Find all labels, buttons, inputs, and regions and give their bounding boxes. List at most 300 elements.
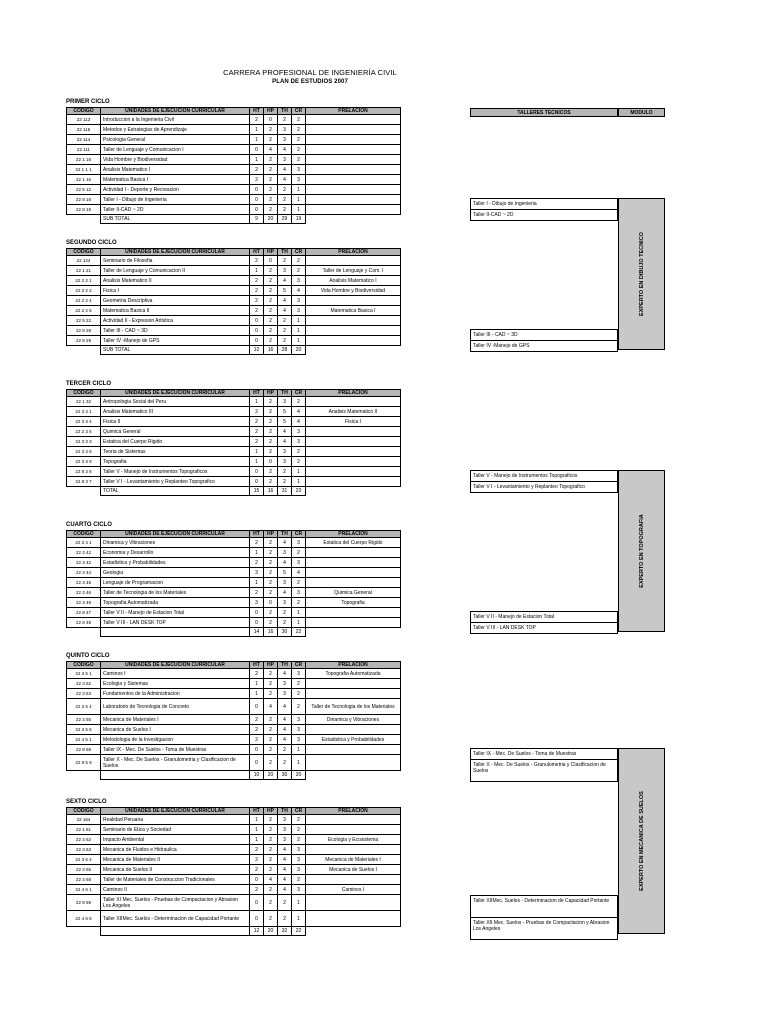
- cell-cr: 1: [292, 618, 306, 628]
- cell-ht: 3: [250, 598, 264, 608]
- header-unit: UNIDADES DE EJECUCION CURRICULAR: [101, 808, 250, 815]
- cell-hp: 2: [264, 135, 278, 145]
- total-ht: 12: [250, 927, 264, 936]
- table-row: [67, 875, 401, 885]
- cell-ht: 2: [250, 588, 264, 598]
- cell-cr: 2: [292, 256, 306, 266]
- cell-hp: 0: [264, 457, 278, 467]
- total-label: [101, 628, 250, 637]
- cell-code: 22 2 2 2: [67, 286, 101, 296]
- cell-name: Metodos y Estrategias de Aprendizaje: [101, 125, 250, 135]
- header-ht: HT: [250, 390, 264, 397]
- table-row: [67, 669, 401, 679]
- cell-name: Laboratorio de Tecnologia de Concreto: [101, 699, 250, 715]
- cell-hp: 2: [264, 735, 278, 745]
- table-row: [67, 689, 401, 699]
- workshop-group-2: [470, 329, 618, 352]
- workshop-group-6: [470, 895, 618, 940]
- header-th: TH: [278, 249, 292, 256]
- cell-code: 22 3 3 9: [67, 457, 101, 467]
- cell-pre: [306, 125, 401, 135]
- cell-name: Fundamentos de la Administracion: [101, 689, 250, 699]
- cell-th: 5: [278, 568, 292, 578]
- cell-name: Taller IX - Mec. De Suelos - Toma de Muestras: [101, 745, 250, 755]
- table-row: [67, 276, 401, 286]
- cell-hp: 2: [264, 477, 278, 487]
- total-spacer: [67, 215, 101, 224]
- cell-cr: 2: [292, 699, 306, 715]
- total-hp: 16: [264, 487, 278, 496]
- cell-th: 2: [278, 326, 292, 336]
- table-row: [67, 417, 401, 427]
- cell-hp: 2: [264, 467, 278, 477]
- cell-hp: 2: [264, 407, 278, 417]
- cell-cr: 2: [292, 548, 306, 558]
- header-ht: HT: [250, 808, 264, 815]
- cell-cr: 3: [292, 865, 306, 875]
- cell-pre: [306, 845, 401, 855]
- cell-code: 22 113: [67, 115, 101, 125]
- cell-th: 3: [278, 835, 292, 845]
- header-code: CODIGO: [67, 662, 101, 669]
- cell-pre: [306, 548, 401, 558]
- cell-pre: Taller de Lenguaje y Com. I: [306, 266, 401, 276]
- cell-code: 22 3 5 1: [67, 669, 101, 679]
- cell-name: Geologia: [101, 568, 250, 578]
- cell-pre: [306, 755, 401, 771]
- cell-cr: 3: [292, 715, 306, 725]
- cell-pre: Ecologia y Ecosistema: [306, 835, 401, 845]
- cell-th: 2: [278, 745, 292, 755]
- header-ht: HT: [250, 249, 264, 256]
- cell-th: 4: [278, 427, 292, 437]
- cell-th: 5: [278, 417, 292, 427]
- cell-code: 22 1 1 1: [67, 165, 101, 175]
- cycle-6: [66, 798, 486, 936]
- cell-code: 22 1 32: [67, 397, 101, 407]
- cell-pre: [306, 296, 401, 306]
- total-cr: 20: [292, 771, 306, 780]
- cell-th: 4: [278, 669, 292, 679]
- cell-code: 22 3 53: [67, 689, 101, 699]
- cell-pre: [306, 195, 401, 205]
- table-row: [67, 538, 401, 548]
- cell-name: Actividad II - Expresion Artistica: [101, 316, 250, 326]
- total-hp: 20: [264, 771, 278, 780]
- cell-name: Taller V II - Manejo de Estacion Total: [101, 608, 250, 618]
- cell-code: 22 3 55: [67, 715, 101, 725]
- cell-cr: 2: [292, 689, 306, 699]
- header-prelacion: PRELACION: [306, 390, 401, 397]
- cell-name: Taller XIIMec. Suelos - Determinacion de Capacidad Portante: [101, 911, 250, 927]
- cell-name: Taller II-CAD ~ 2D: [101, 205, 250, 215]
- cell-code: 22 3 63: [67, 845, 101, 855]
- total-spacer: [306, 927, 401, 936]
- cell-pre: Mecanica de Materiales I: [306, 855, 401, 865]
- cell-hp: 2: [264, 125, 278, 135]
- table-header-row: [67, 662, 401, 669]
- total-row: [67, 771, 401, 780]
- total-ht: 15: [250, 487, 264, 496]
- cell-th: 5: [278, 286, 292, 296]
- cell-name: Actividad I - Deporte y Recreacion: [101, 185, 250, 195]
- workshop-item: Taller IV -Manejo de GPS: [473, 343, 530, 349]
- cell-ht: 2: [250, 845, 264, 855]
- table-row: [67, 467, 401, 477]
- cell-cr: 3: [292, 558, 306, 568]
- cell-cr: 1: [292, 195, 306, 205]
- total-th: 29: [278, 215, 292, 224]
- cell-cr: 1: [292, 185, 306, 195]
- total-cr: 19: [292, 215, 306, 224]
- total-label: [101, 927, 250, 936]
- cell-pre: [306, 135, 401, 145]
- cell-hp: 4: [264, 145, 278, 155]
- cell-pre: [306, 397, 401, 407]
- cell-ht: 0: [250, 477, 264, 487]
- cell-hp: 4: [264, 875, 278, 885]
- cell-code: 22 115: [67, 125, 101, 135]
- cell-ht: 2: [250, 725, 264, 735]
- total-hp: 16: [264, 346, 278, 355]
- cell-name: Taller de Tecnologia de los Materiales: [101, 588, 250, 598]
- table-row: [67, 155, 401, 165]
- cell-hp: 2: [264, 578, 278, 588]
- cell-code: 22 4 6 1: [67, 885, 101, 895]
- cell-ht: 2: [250, 855, 264, 865]
- cell-cr: 2: [292, 578, 306, 588]
- cell-hp: 2: [264, 608, 278, 618]
- cell-cr: 1: [292, 755, 306, 771]
- cell-hp: 2: [264, 835, 278, 845]
- cell-code: 22 3 3 3: [67, 437, 101, 447]
- cell-hp: 2: [264, 286, 278, 296]
- total-th: 30: [278, 771, 292, 780]
- cell-cr: 4: [292, 407, 306, 417]
- table-row: [67, 568, 401, 578]
- cell-th: 2: [278, 895, 292, 911]
- workshop-item: Taller V - Manejo de Instrumentos Topograficos: [471, 471, 617, 482]
- cell-ht: 2: [250, 407, 264, 417]
- cell-name: Estadistica y Probabilidades: [101, 558, 250, 568]
- cell-th: 2: [278, 115, 292, 125]
- cell-hp: 2: [264, 437, 278, 447]
- cell-pre: [306, 467, 401, 477]
- cell-ht: 2: [250, 296, 264, 306]
- workshop-group-1: [470, 198, 618, 221]
- cell-pre: [306, 558, 401, 568]
- table-row: [67, 336, 401, 346]
- header-hp: HP: [264, 531, 278, 538]
- cell-pre: [306, 145, 401, 155]
- cell-pre: [306, 911, 401, 927]
- cell-name: Analisis Matematico II: [101, 276, 250, 286]
- cell-code: 22 3 42: [67, 548, 101, 558]
- course-table: [66, 807, 401, 936]
- workshop-item: Taller V I - Levantamiento y Replanteo Topografico: [473, 484, 585, 490]
- table-row: [67, 457, 401, 467]
- header-th: TH: [278, 108, 292, 115]
- cell-name: Realidad Peruana: [101, 815, 250, 825]
- cell-pre: [306, 618, 401, 628]
- course-table: [66, 107, 401, 224]
- cell-cr: 2: [292, 125, 306, 135]
- cell-ht: 2: [250, 885, 264, 895]
- cell-hp: 2: [264, 276, 278, 286]
- cell-pre: Matematica Basica I: [306, 306, 401, 316]
- cell-code: 22 124: [67, 256, 101, 266]
- header-cr: CR: [292, 662, 306, 669]
- cell-code: 22 8 3 7: [67, 477, 101, 487]
- cell-code: 22 3 52: [67, 679, 101, 689]
- cell-name: Taller de Lenguaje y Comunicacion I: [101, 145, 250, 155]
- table-row: [67, 679, 401, 689]
- header-code: CODIGO: [67, 531, 101, 538]
- cell-name: Matematica Basica I: [101, 175, 250, 185]
- cell-hp: 2: [264, 911, 278, 927]
- cell-name: Mecanica de Materiales II: [101, 855, 250, 865]
- cell-cr: 1: [292, 911, 306, 927]
- table-row: [67, 825, 401, 835]
- cell-th: 2: [278, 185, 292, 195]
- cycle-1: [66, 98, 486, 224]
- cell-cr: 3: [292, 165, 306, 175]
- cycle-5: [66, 652, 486, 780]
- course-table: [66, 248, 401, 355]
- cell-code: 22 4 6 8: [67, 911, 101, 927]
- doc-subtitle: PLAN DE ESTUDIOS 2007: [272, 79, 348, 85]
- table-row: [67, 135, 401, 145]
- cell-th: 2: [278, 256, 292, 266]
- cell-ht: 0: [250, 316, 264, 326]
- header-code: CODIGO: [67, 808, 101, 815]
- cell-pre: [306, 437, 401, 447]
- cell-hp: 2: [264, 548, 278, 558]
- table-row: [67, 755, 401, 771]
- cell-code: 22 114: [67, 135, 101, 145]
- cell-hp: 2: [264, 679, 278, 689]
- cell-pre: Topografia Automatizada: [306, 669, 401, 679]
- total-hp: 16: [264, 628, 278, 637]
- cell-code: 22 8 47: [67, 608, 101, 618]
- header-th: TH: [278, 390, 292, 397]
- workshop-item: Taller IX - Mec. De Suelos - Toma de Muestras: [471, 749, 617, 760]
- cell-ht: 2: [250, 276, 264, 286]
- cell-name: Introduccion a la Ingenieria Civil: [101, 115, 250, 125]
- cycle-label: QUINTO CICLO: [66, 653, 110, 659]
- cell-th: 3: [278, 447, 292, 457]
- cell-name: Fisica I: [101, 286, 250, 296]
- cell-hp: 2: [264, 845, 278, 855]
- module-mecanica-suelos: [618, 748, 665, 934]
- cell-th: 5: [278, 407, 292, 417]
- workshop-item: Taller X - Mec. De Suelos - Granulometria y Clasificacion de Suelos: [473, 762, 606, 774]
- cell-th: 4: [278, 558, 292, 568]
- workshop-item: Taller I - Dibujo de Ingenieria: [471, 199, 617, 210]
- cell-pre: [306, 155, 401, 165]
- cell-pre: [306, 175, 401, 185]
- cycle-label: SEXTO CICLO: [66, 799, 107, 805]
- cell-name: Caminos II: [101, 885, 250, 895]
- cell-name: Topografia Automatizada: [101, 598, 250, 608]
- table-row: [67, 548, 401, 558]
- cell-pre: [306, 165, 401, 175]
- cell-ht: 2: [250, 538, 264, 548]
- table-row: [67, 165, 401, 175]
- cell-th: 4: [278, 165, 292, 175]
- header-unit: UNIDADES DE EJECUCION CURRICULAR: [101, 108, 250, 115]
- cell-pre: Taller de Tecnologia de los Materiales: [306, 699, 401, 715]
- cell-hp: 2: [264, 417, 278, 427]
- cycle-label: SEGUNDO CICLO: [66, 240, 117, 246]
- workshop-item: Taller XII Mec. Suelos - Pruebas de Compactacion y Abrasion Los Angeles: [473, 920, 610, 932]
- cell-code: 22 3 6 4: [67, 855, 101, 865]
- total-spacer: [306, 771, 401, 780]
- module-topografia: [618, 470, 665, 632]
- cell-hp: 2: [264, 266, 278, 276]
- cell-ht: 0: [250, 185, 264, 195]
- cell-pre: Estadistica y Probabilidades: [306, 735, 401, 745]
- cell-ht: 0: [250, 745, 264, 755]
- cell-th: 4: [278, 735, 292, 745]
- cycle-3: [66, 380, 486, 496]
- table-row: [67, 865, 401, 875]
- cell-th: 2: [278, 467, 292, 477]
- table-header-row: [67, 390, 401, 397]
- cell-name: Geometria Descriptiva: [101, 296, 250, 306]
- cell-th: 3: [278, 679, 292, 689]
- cell-pre: [306, 608, 401, 618]
- cell-pre: [306, 336, 401, 346]
- cell-hp: 2: [264, 865, 278, 875]
- cell-pre: [306, 745, 401, 755]
- table-row: [67, 895, 401, 911]
- total-cr: 22: [292, 927, 306, 936]
- table-row: [67, 911, 401, 927]
- cell-hp: 2: [264, 568, 278, 578]
- table-row: [67, 745, 401, 755]
- cell-cr: 2: [292, 875, 306, 885]
- header-ht: HT: [250, 108, 264, 115]
- cell-code: 22 3 45: [67, 578, 101, 588]
- cell-cr: 3: [292, 276, 306, 286]
- cell-ht: 2: [250, 865, 264, 875]
- cell-code: 22 5 22: [67, 316, 101, 326]
- cell-th: 4: [278, 538, 292, 548]
- total-label: [101, 771, 250, 780]
- table-row: [67, 266, 401, 276]
- cell-pre: Vida Hombre y Biodiversidad: [306, 286, 401, 296]
- header-code: CODIGO: [67, 390, 101, 397]
- cell-name: Analisis Matematico I: [101, 165, 250, 175]
- table-row: [67, 115, 401, 125]
- table-row: [67, 735, 401, 745]
- cell-ht: 0: [250, 195, 264, 205]
- total-spacer: [306, 628, 401, 637]
- cell-code: 22 3 44: [67, 568, 101, 578]
- cell-hp: 2: [264, 755, 278, 771]
- header-hp: HP: [264, 390, 278, 397]
- cell-ht: 0: [250, 895, 264, 911]
- cell-th: 2: [278, 608, 292, 618]
- cell-pre: [306, 815, 401, 825]
- cell-pre: [306, 875, 401, 885]
- cell-th: 2: [278, 195, 292, 205]
- cell-name: Mecanica de Suelos II: [101, 865, 250, 875]
- header-cr: CR: [292, 531, 306, 538]
- header-th: TH: [278, 531, 292, 538]
- cell-hp: 2: [264, 427, 278, 437]
- cell-pre: [306, 447, 401, 457]
- table-row: [67, 175, 401, 185]
- cell-cr: 3: [292, 296, 306, 306]
- table-row: [67, 725, 401, 735]
- cell-name: Analisis Matematico III: [101, 407, 250, 417]
- total-cr: 23: [292, 487, 306, 496]
- cell-pre: Estatica del Cuerpo Rigido: [306, 538, 401, 548]
- cell-pre: Analisis Matematico II: [306, 407, 401, 417]
- cell-cr: 3: [292, 735, 306, 745]
- cell-th: 3: [278, 598, 292, 608]
- table-row: [67, 326, 401, 336]
- cell-hp: 2: [264, 745, 278, 755]
- cell-th: 2: [278, 205, 292, 215]
- cell-cr: 3: [292, 588, 306, 598]
- module-label: EXPERTO EN MECANICA DE SUELOS: [638, 791, 645, 891]
- cell-cr: 2: [292, 266, 306, 276]
- cell-cr: 4: [292, 568, 306, 578]
- total-hp: 20: [264, 215, 278, 224]
- cell-th: 3: [278, 825, 292, 835]
- cell-th: 4: [278, 437, 292, 447]
- table-row: [67, 558, 401, 568]
- table-row: [67, 618, 401, 628]
- cell-hp: 2: [264, 336, 278, 346]
- cell-cr: 1: [292, 895, 306, 911]
- cell-cr: 3: [292, 669, 306, 679]
- cell-th: 4: [278, 875, 292, 885]
- cell-name: Mecanica de Suelos I: [101, 725, 250, 735]
- table-row: [67, 205, 401, 215]
- cell-cr: 3: [292, 725, 306, 735]
- cell-ht: 0: [250, 875, 264, 885]
- header-cr: CR: [292, 390, 306, 397]
- table-row: [67, 477, 401, 487]
- cell-cr: 1: [292, 205, 306, 215]
- table-row: [67, 427, 401, 437]
- cell-th: 3: [278, 135, 292, 145]
- table-row: [67, 815, 401, 825]
- cell-ht: 1: [250, 689, 264, 699]
- cell-code: 22 2 3 5: [67, 427, 101, 437]
- cell-code: 22 8 28: [67, 326, 101, 336]
- cell-hp: 2: [264, 447, 278, 457]
- cell-name: Psicologia General: [101, 135, 250, 145]
- cell-code: 22 8 29: [67, 336, 101, 346]
- cell-name: Mecanica de Fluidos e Hidraulica: [101, 845, 250, 855]
- cell-hp: 2: [264, 895, 278, 911]
- table-row: [67, 437, 401, 447]
- cell-code: 22 5 12: [67, 185, 101, 195]
- cell-hp: 2: [264, 296, 278, 306]
- course-table: [66, 530, 401, 637]
- cell-code: 22 2 2 5: [67, 306, 101, 316]
- cell-ht: 1: [250, 815, 264, 825]
- table-row: [67, 306, 401, 316]
- cell-ht: 2: [250, 437, 264, 447]
- table-row: [67, 608, 401, 618]
- cell-pre: Analisis Matematico I: [306, 276, 401, 286]
